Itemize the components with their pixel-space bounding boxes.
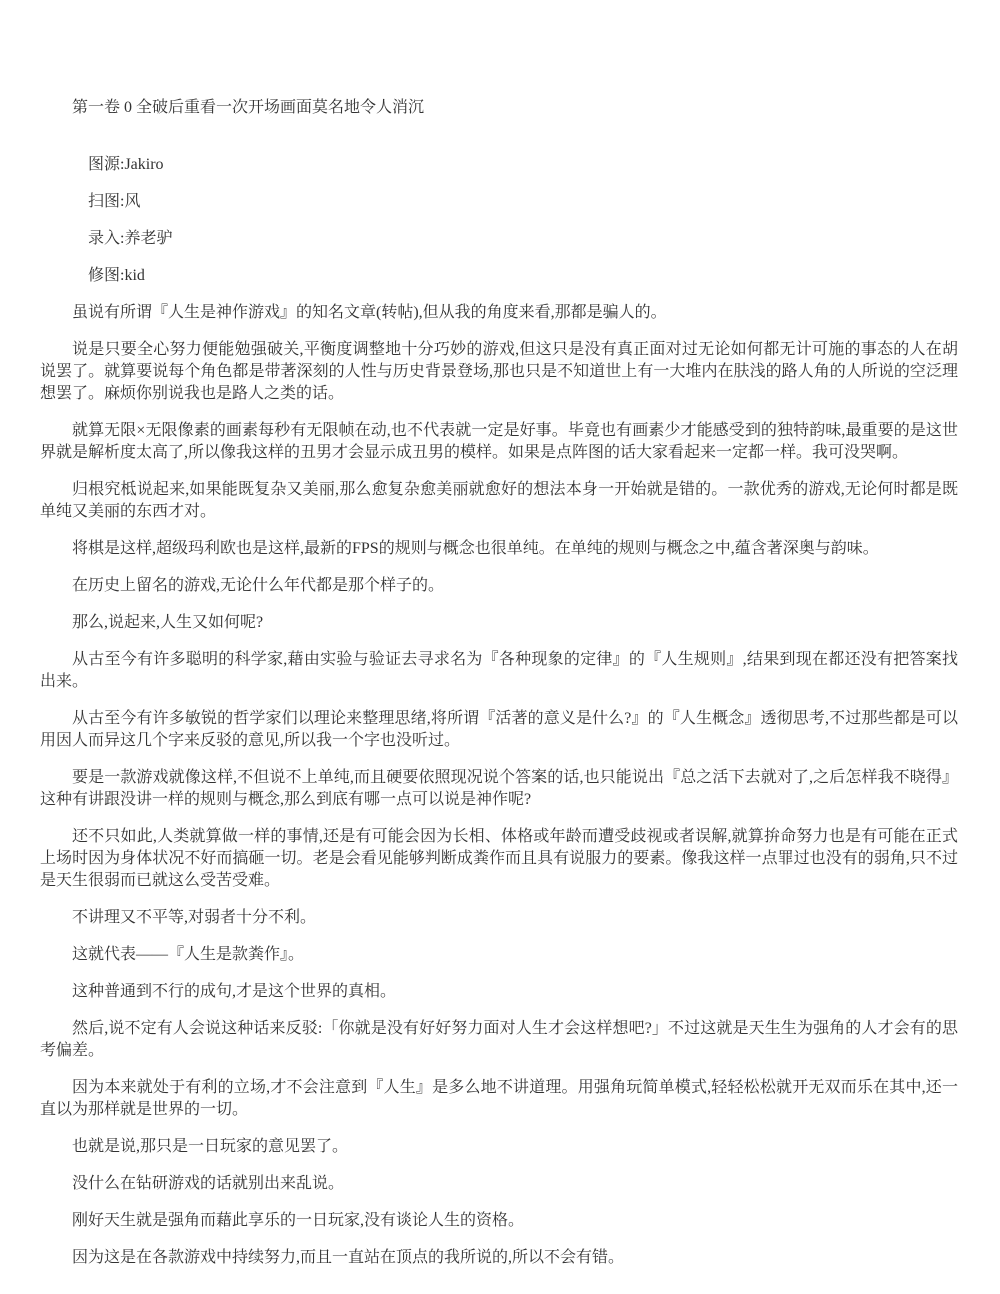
paragraph: 说是只要全心努力便能勉强破关,平衡度调整地十分巧妙的游戏,但这只是没有真正面对过无论如何都无计可施的事态的人在胡说罢了。就算要说每个角色都是带著深刻的人性与历史背景登场,那也只是不知道世上有一大堆内在肤浅的路人角的人所说的空泛理想罢了。麻烦你别说我也是路人之类的话。: [40, 341, 958, 402]
chapter-body: [40, 302, 958, 1269]
credit-line-retouch: 修图:kid: [88, 267, 145, 284]
paragraph: 不讲理又不平等,对弱者十分不利。: [72, 909, 317, 926]
credit-line-typing: 录入:养老驴: [88, 230, 173, 247]
credit-line-source: 图源:Jakiro: [88, 156, 164, 173]
paragraph: 在历史上留名的游戏,无论什么年代都是那个样子的。: [72, 577, 445, 594]
paragraph: 刚好天生就是强角而藉此享乐的一日玩家,没有谈论人生的资格。: [72, 1212, 525, 1229]
paragraph: 也就是说,那只是一日玩家的意见罢了。: [72, 1138, 349, 1155]
paragraph: 就算无限×无限像素的画素每秒有无限帧在动,也不代表就一定是好事。毕竟也有画素少才能感受到的独特韵味,最重要的是这世界就是解析度太高了,所以像我这样的丑男才会显示成丑男的模样。如果是点阵图的话大家看起来一定都一样。我可没哭啊。: [40, 422, 958, 461]
paragraph: 那么,说起来,人生又如何呢?: [72, 614, 264, 631]
paragraph: 因为本来就处于有利的立场,才不会注意到『人生』是多么地不讲道理。用强角玩简单模式,轻轻松松就开无双而乐在其中,还一直以为那样就是世界的一切。: [40, 1079, 958, 1118]
paragraph: 没什么在钻研游戏的话就别出来乱说。: [72, 1175, 345, 1192]
paragraph: 还不只如此,人类就算做一样的事情,还是有可能会因为长相、体格或年龄而遭受歧视或者误解,就算拚命努力也是有可能在正式上场时因为身体状况不好而搞砸一切。老是会看见能够判断成粪作而且具有说服力的要素。像我这样一点罪过也没有的弱角,只不过是天生很弱而已就这么受苦受难。: [40, 828, 958, 889]
paragraph: 因为这是在各款游戏中持续努力,而且一直站在顶点的我所说的,所以不会有错。: [72, 1249, 625, 1266]
chapter-title: 第一卷 0 全破后重看一次开场画面莫名地令人消沉: [72, 99, 425, 116]
paragraph: 要是一款游戏就像这样,不但说不上单纯,而且硬要依照现况说个答案的话,也只能说出『总之活下去就对了,之后怎样我不晓得』这种有讲跟没讲一样的规则与概念,那么到底有哪一点可以说是神作呢?: [40, 769, 958, 808]
paragraph: 虽说有所谓『人生是神作游戏』的知名文章(转帖),但从我的角度来看,那都是骗人的。: [72, 304, 667, 321]
paragraph: 然后,说不定有人会说这种话来反驳:「你就是没有好好努力面对人生才会这样想吧?」不过这就是天生生为强角的人才会有的思考偏差。: [40, 1020, 958, 1059]
paragraph: 这就代表——『人生是款粪作』。: [72, 946, 305, 963]
paragraph: 从古至今有许多敏锐的哲学家们以理论来整理思绪,将所谓『活著的意义是什么?』的『人生概念』透彻思考,不过那些都是可以用因人而异这几个字来反驳的意见,所以我一个字也没听过。: [40, 710, 958, 749]
paragraph: 这种普通到不行的成句,才是这个世界的真相。: [72, 983, 397, 1000]
paragraph: 将棋是这样,超级玛利欧也是这样,最新的FPS的规则与概念也很单纯。在单纯的规则与概念之中,蕴含著深奥与韵味。: [72, 540, 879, 557]
credits-block: [40, 154, 958, 287]
credit-line-scan: 扫图:风: [88, 193, 141, 210]
paragraph: 归根究柢说起来,如果能既复杂又美丽,那么愈复杂愈美丽就愈好的想法本身一开始就是错的。一款优秀的游戏,无论何时都是既单纯又美丽的东西才对。: [40, 481, 958, 520]
paragraph: 从古至今有许多聪明的科学家,藉由实验与验证去寻求名为『各种现象的定律』的『人生规则』,结果到现在都还没有把答案找出来。: [40, 651, 958, 690]
